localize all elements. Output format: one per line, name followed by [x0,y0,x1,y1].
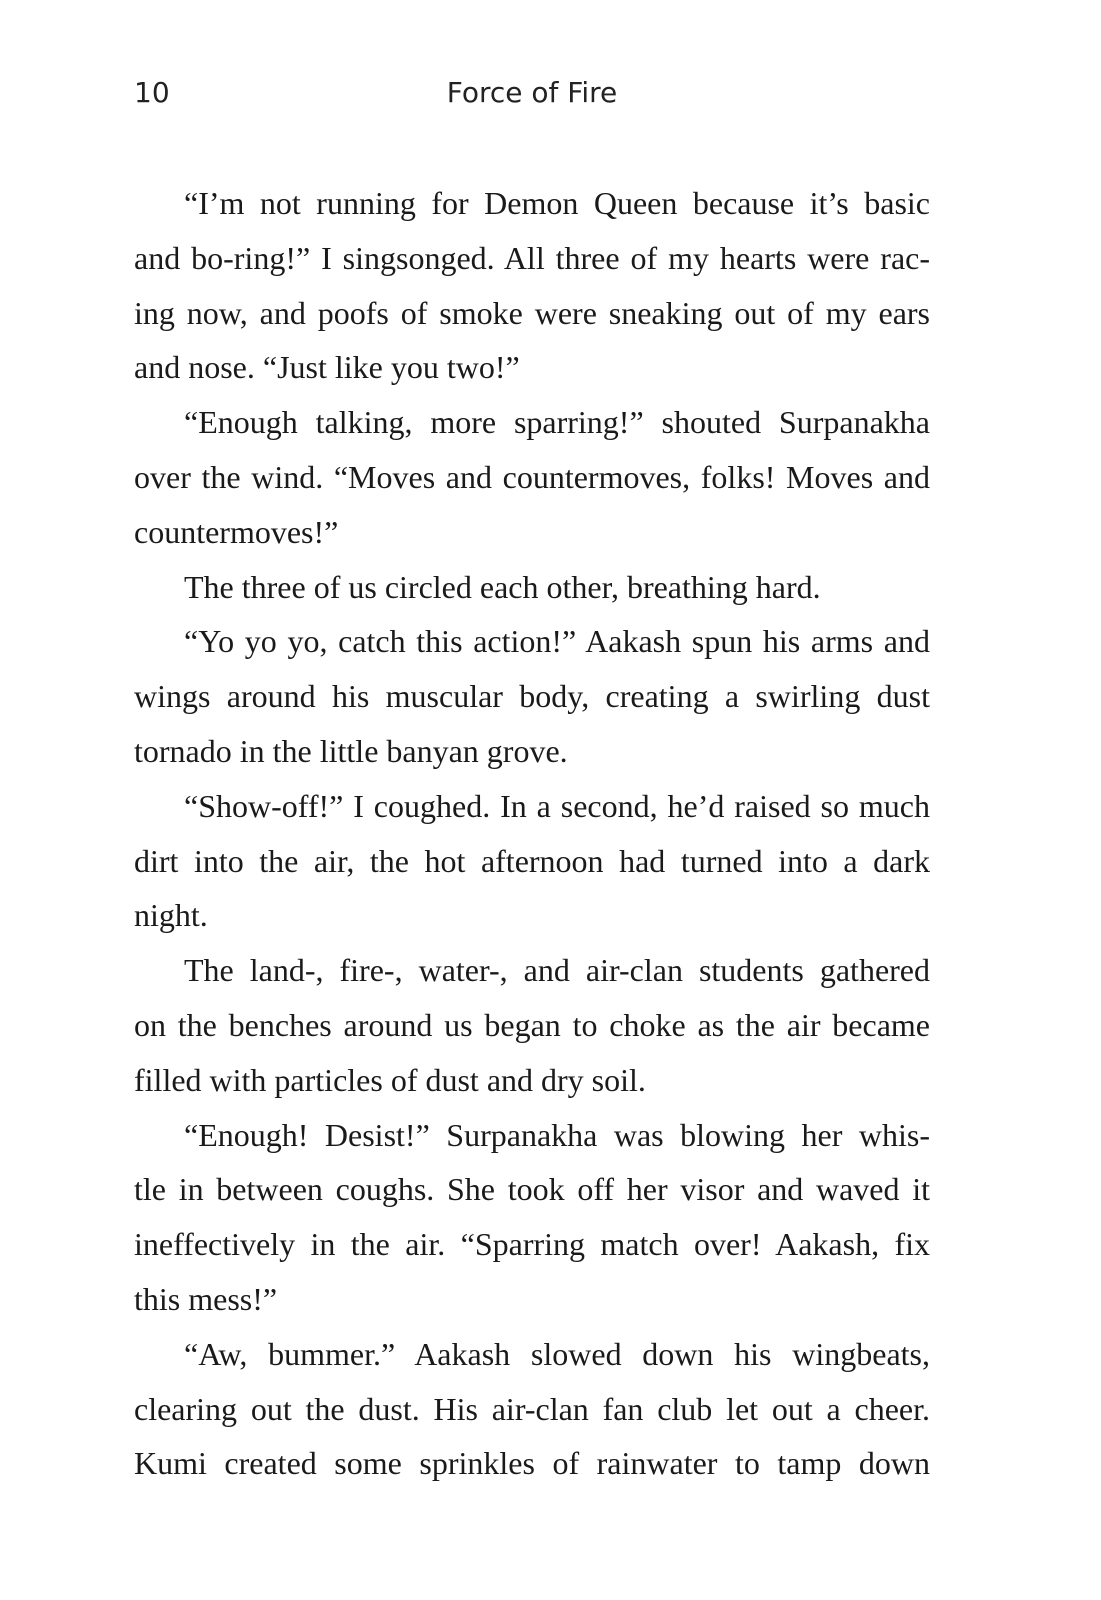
text-line: ineffectively in the air. “Sparring match over! Aakash, fix [134,1226,931,1263]
text-line: tornado in the little banyan grove. [134,732,568,769]
text-line: filled with particles of dust and dry soil. [134,1061,646,1098]
text-line: wings around his muscular body, creating a swirling dust [134,678,930,715]
text-line: countermoves!” [134,513,339,550]
text-line: The three of us circled each other, breathing hard. [184,568,821,605]
text-line: The land-, fire-, water-, and air-clan students gathered [184,952,931,989]
text-line: dirt into the air, the hot afternoon had turned into a dark [134,842,931,879]
body-text [134,176,930,1491]
text-line: and bo-ring!” I singsonged. All three of my hearts were rac- [134,239,931,276]
text-line: tle in between coughs. She took off her visor and waved it [134,1171,931,1208]
text-line: “Enough talking, more sparring!” shouted Surpanakha [184,404,930,441]
text-line: “Yo yo yo, catch this action!” Aakash spun his arms and [184,623,930,660]
page-header [134,68,930,116]
text-line: “I’m not running for Demon Queen because it’s basic [184,185,930,221]
text-line: “Show-off!” I coughed. In a second, he’d raised so much [184,787,930,824]
text-line: “Aw, bummer.” Aakash slowed down his wingbeats, [184,1335,930,1372]
text-line: night. [134,897,208,934]
text-line: on the benches around us began to choke as the air became [134,1006,930,1043]
running-title: Force of Fire [446,76,618,109]
text-line: over the wind. “Moves and countermoves, folks! Moves and [134,458,931,495]
text-line: “Enough! Desist!” Surpanakha was blowing her whis- [184,1116,931,1153]
text-line: and nose. “Just like you two!” [134,349,520,386]
text-line: ing now, and poofs of smoke were sneaking out of my ears [134,294,931,331]
text-line: clearing out the dust. His air-clan fan club let out a cheer. [134,1390,931,1427]
text-line: Kumi created some sprinkles of rainwater to tamp down [134,1445,930,1482]
text-line: this mess!” [134,1280,278,1317]
page-number: 10 [134,76,170,109]
